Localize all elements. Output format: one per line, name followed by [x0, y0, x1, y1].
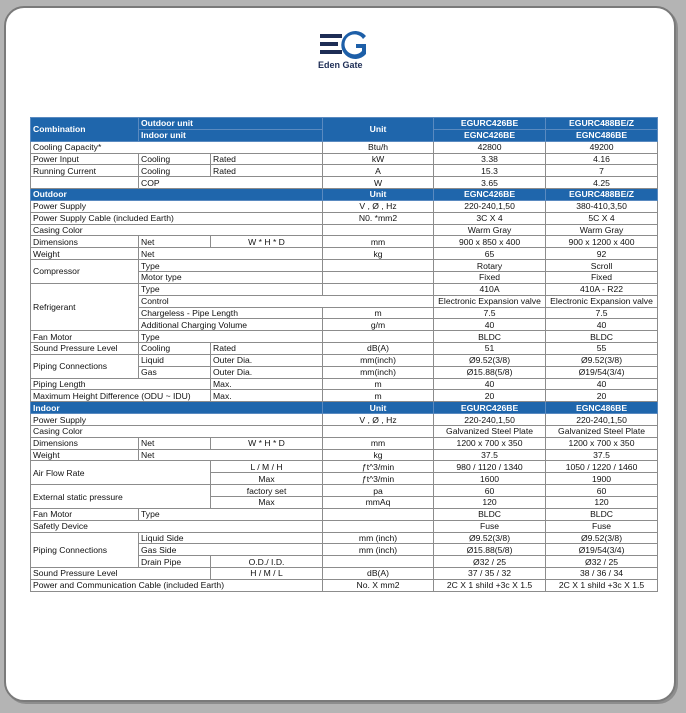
- cell-value: 980 / 1120 / 1340: [434, 461, 546, 473]
- outdoor-model-1: EGNC426BE: [434, 189, 546, 201]
- cell-value: BLDC: [546, 331, 658, 343]
- cell-sub: factory set: [211, 485, 323, 497]
- combination-label: Combination: [31, 118, 139, 142]
- dimensions-label: Dimensions: [31, 437, 139, 449]
- table-row: [31, 461, 658, 473]
- cell-unit: No. X mm2: [323, 579, 434, 591]
- cell-unit: dB(A): [323, 343, 434, 355]
- cell-empty: [323, 508, 434, 520]
- table-row: [31, 212, 658, 224]
- unit-header: Unit: [323, 189, 434, 201]
- cell-sub: Max: [211, 497, 323, 509]
- cell-unit: V , Ø , Hz: [323, 200, 434, 212]
- cell-value: Rotary: [434, 260, 546, 272]
- cell-sub: H / M / L: [211, 568, 323, 580]
- cell-sub: Gas Side: [139, 544, 323, 556]
- cell-unit: ƒt^3/min: [323, 461, 434, 473]
- cell-value: 60: [546, 485, 658, 497]
- cell-sub: Cooling: [139, 153, 211, 165]
- cell-sub: Cooling: [139, 343, 211, 355]
- cell-value: 37.5: [434, 449, 546, 461]
- cell-sub: Rated: [211, 165, 323, 177]
- table-row: [31, 449, 658, 461]
- dimensions-label: Dimensions: [31, 236, 139, 248]
- cell-value: BLDC: [434, 331, 546, 343]
- outdoor-model-2: EGURC488BE/Z: [546, 189, 658, 201]
- piping-connections-label: Piping Connections: [31, 532, 139, 568]
- cell-value: 1200 x 700 x 350: [546, 437, 658, 449]
- model-indoor-2: EGNC486BE: [546, 129, 658, 141]
- refrigerant-label: Refrigerant: [31, 283, 139, 330]
- cell-unit: V , Ø , Hz: [323, 414, 434, 426]
- cell-sub: W * H * D: [211, 437, 323, 449]
- table-row: [31, 414, 658, 426]
- cell-value: 2C X 1 shild +3c X 1.5: [546, 579, 658, 591]
- outdoor-title: Outdoor: [31, 189, 323, 201]
- table-row: [31, 200, 658, 212]
- cell-unit: pa: [323, 485, 434, 497]
- cell-value: 4.25: [546, 177, 658, 189]
- cell-sub: Type: [139, 260, 323, 272]
- table-row: [31, 520, 658, 532]
- cell-value: 1600: [434, 473, 546, 485]
- cell-unit: mm: [323, 437, 434, 449]
- cell-sub: Net: [139, 248, 323, 260]
- cell-value: 1050 / 1220 / 1460: [546, 461, 658, 473]
- cell-empty: [323, 271, 434, 283]
- table-row: [31, 236, 658, 248]
- table-row: [31, 354, 658, 366]
- cell-sub: Control: [139, 295, 434, 307]
- cell-sub: Net: [139, 437, 211, 449]
- cell-unit: m: [323, 390, 434, 402]
- cell-empty: [323, 224, 434, 236]
- cell-sub: Liquid: [139, 354, 211, 366]
- header-row-outdoor: [31, 118, 658, 130]
- table-row: [31, 425, 658, 437]
- cell-value: 38 / 36 / 34: [546, 568, 658, 580]
- cell-value: Electronic Expansion valve: [546, 295, 658, 307]
- unit-header: Unit: [323, 118, 434, 142]
- table-row: [31, 248, 658, 260]
- cell-value: 220-240,1,50: [434, 414, 546, 426]
- table-row: [31, 508, 658, 520]
- table-row: [31, 390, 658, 402]
- cell-unit: mm(inch): [323, 354, 434, 366]
- cell-value: 40: [434, 319, 546, 331]
- cell-value: 92: [546, 248, 658, 260]
- cell-value: Warm Gray: [434, 224, 546, 236]
- cell-sub: Rated: [211, 153, 323, 165]
- cell-value: Galvanized Steel Plate: [434, 425, 546, 437]
- cell-sub: Max: [211, 473, 323, 485]
- outdoor-section-header: [31, 189, 658, 201]
- weight-label: Weight: [31, 449, 139, 461]
- cell-sub: O.D./ I.D.: [211, 556, 323, 568]
- cell-empty: [323, 520, 434, 532]
- cell-value: Ø19/54(3/4): [546, 544, 658, 556]
- outdoor-unit-label: Outdoor unit: [139, 118, 323, 130]
- sound-pressure-label: Sound Pressure Level: [31, 568, 211, 580]
- cooling-capacity-label: Cooling Capacity*: [31, 141, 323, 153]
- fan-motor-label: Fan Motor: [31, 508, 139, 520]
- cell-value: 65: [434, 248, 546, 260]
- cell-sub: Type: [139, 283, 323, 295]
- cell-value: Scroll: [546, 260, 658, 272]
- cell-value: Fixed: [434, 271, 546, 283]
- cell-sub: Outer Dia.: [211, 354, 323, 366]
- cell-value: 120: [434, 497, 546, 509]
- power-communication-cable-label: Power and Communication Cable (included Earth): [31, 579, 323, 591]
- cell-unit: mm (inch): [323, 544, 434, 556]
- power-input-label: Power Input: [31, 153, 139, 165]
- cell-sub: Type: [139, 508, 323, 520]
- cell-unit: mmAq: [323, 497, 434, 509]
- cell-sub: Max.: [211, 378, 323, 390]
- safety-device-label: Safetly Device: [31, 520, 323, 532]
- cell-value: 380-410,3,50: [546, 200, 658, 212]
- cell-sub: Chargeless - Pipe Length: [139, 307, 323, 319]
- cell-value: 51: [434, 343, 546, 355]
- table-row: [31, 153, 658, 165]
- cell-value: BLDC: [546, 508, 658, 520]
- cell-value: 42800: [434, 141, 546, 153]
- cell-unit: mm (inch): [323, 532, 434, 544]
- cell-sub: Gas: [139, 366, 211, 378]
- eden-gate-logo: [318, 28, 374, 80]
- cell-sub: Max.: [211, 390, 323, 402]
- cell-value: 20: [434, 390, 546, 402]
- cell-unit: m: [323, 378, 434, 390]
- brand-name: Eden Gate: [318, 60, 363, 70]
- cell-unit: N0. *mm2: [323, 212, 434, 224]
- cell-value: Ø19/54(3/4): [546, 366, 658, 378]
- cell-value: Ø9.52(3/8): [434, 532, 546, 544]
- indoor-model-1: EGURC426BE: [434, 402, 546, 414]
- cell-value: 40: [546, 319, 658, 331]
- table-row: [31, 224, 658, 236]
- cell-empty: [323, 331, 434, 343]
- cell-value: 7: [546, 165, 658, 177]
- compressor-label: Compressor: [31, 260, 139, 284]
- indoor-model-2: EGNC486BE: [546, 402, 658, 414]
- table-row: [31, 177, 658, 189]
- cell-sub: W * H * D: [211, 236, 323, 248]
- cell-value: 40: [434, 378, 546, 390]
- cell-unit: A: [323, 165, 434, 177]
- cell-empty: [323, 556, 434, 568]
- table-row: [31, 579, 658, 591]
- table-row: [31, 532, 658, 544]
- table-row: [31, 283, 658, 295]
- spec-table: [30, 117, 658, 592]
- cell-value: 900 x 1200 x 400: [546, 236, 658, 248]
- cell-sub: Liquid Side: [139, 532, 323, 544]
- cell-value: 3C X 4: [434, 212, 546, 224]
- casing-color-label: Casing Color: [31, 224, 323, 236]
- cell-value: 20: [546, 390, 658, 402]
- table-row: [31, 141, 658, 153]
- cell-value: 15.3: [434, 165, 546, 177]
- cell-unit: mm: [323, 236, 434, 248]
- cell-sub: Net: [139, 236, 211, 248]
- power-supply-label: Power Supply: [31, 414, 323, 426]
- cooling-capacity-unit: Btu/h: [323, 141, 434, 153]
- cell-value: Warm Gray: [546, 224, 658, 236]
- fan-motor-label: Fan Motor: [31, 331, 139, 343]
- model-indoor-1: EGNC426BE: [434, 129, 546, 141]
- cell-value: Electronic Expansion valve: [434, 295, 546, 307]
- cell-sub: Rated: [211, 343, 323, 355]
- unit-header: Unit: [323, 402, 434, 414]
- sound-pressure-label: Sound Pressure Level: [31, 343, 139, 355]
- table-row: [31, 165, 658, 177]
- cell-value: 3.38: [434, 153, 546, 165]
- cell-sub: L / M / H: [211, 461, 323, 473]
- cell-unit: g/m: [323, 319, 434, 331]
- cell-value: Ø32 / 25: [434, 556, 546, 568]
- cell-unit: kW: [323, 153, 434, 165]
- power-cable-label: Power Supply Cable (included Earth): [31, 212, 323, 224]
- cell-value: Fuse: [546, 520, 658, 532]
- external-static-pressure-label: External static pressure: [31, 485, 211, 509]
- weight-label: Weight: [31, 248, 139, 260]
- cell-sub: Net: [139, 449, 323, 461]
- cell-value: 3.65: [434, 177, 546, 189]
- cell-value: 49200: [546, 141, 658, 153]
- cell-value: 220-240,1,50: [434, 200, 546, 212]
- cell-unit: kg: [323, 248, 434, 260]
- cell-unit: W: [323, 177, 434, 189]
- table-row: [31, 568, 658, 580]
- cell-value: 4.16: [546, 153, 658, 165]
- cell-unit: ƒt^3/min: [323, 473, 434, 485]
- cell-value: Fixed: [546, 271, 658, 283]
- indoor-section-header: [31, 402, 658, 414]
- cell-unit: dB(A): [323, 568, 434, 580]
- cell-value: BLDC: [434, 508, 546, 520]
- cell-value: 2C X 1 shild +3c X 1.5: [434, 579, 546, 591]
- cell-value: Ø15.88(5/8): [434, 366, 546, 378]
- cell-value: Ø9.52(3/8): [546, 532, 658, 544]
- cell-value: Fuse: [434, 520, 546, 532]
- cell-value: 410A: [434, 283, 546, 295]
- cell-value: 410A - R22: [546, 283, 658, 295]
- cell-unit: m: [323, 307, 434, 319]
- casing-color-label: Casing Color: [31, 425, 323, 437]
- cell-unit: mm(inch): [323, 366, 434, 378]
- cell-value: 60: [434, 485, 546, 497]
- indoor-title: Indoor: [31, 402, 323, 414]
- cell-sub: Cooling: [139, 165, 211, 177]
- cell-value: 1900: [546, 473, 658, 485]
- cell-sub: Additional Charging Volume: [139, 319, 323, 331]
- cell-value: 1200 x 700 x 350: [434, 437, 546, 449]
- cell-value: Ø9.52(3/8): [434, 354, 546, 366]
- table-row: [31, 343, 658, 355]
- table-row: [31, 331, 658, 343]
- piping-connections-label: Piping Connections: [31, 354, 139, 378]
- cop-label: COP: [139, 177, 323, 189]
- cell-value: 40: [546, 378, 658, 390]
- piping-length-label: Piping Length: [31, 378, 211, 390]
- cell-value: Ø32 / 25: [546, 556, 658, 568]
- cell-value: 55: [546, 343, 658, 355]
- cell-value: 7.5: [546, 307, 658, 319]
- max-height-label: Maximum Height Difference (ODU ~ IDU): [31, 390, 211, 402]
- air-flow-label: Air Flow Rate: [31, 461, 211, 485]
- table-row: [31, 260, 658, 272]
- cell-sub: Type: [139, 331, 323, 343]
- cell-value: 5C X 4: [546, 212, 658, 224]
- table-row: [31, 485, 658, 497]
- cell-sub: Drain Pipe: [139, 556, 211, 568]
- cell-value: 900 x 850 x 400: [434, 236, 546, 248]
- cell-value: 220-240,1,50: [546, 414, 658, 426]
- cell-value: 37 / 35 / 32: [434, 568, 546, 580]
- power-supply-label: Power Supply: [31, 200, 323, 212]
- table-row: [31, 437, 658, 449]
- cell-value: Galvanized Steel Plate: [546, 425, 658, 437]
- cell-sub: Motor type: [139, 271, 323, 283]
- cell-unit: kg: [323, 449, 434, 461]
- cell-value: Ø15.88(5/8): [434, 544, 546, 556]
- table-row: [31, 378, 658, 390]
- model-outdoor-2: EGURC488BE/Z: [546, 118, 658, 130]
- indoor-unit-label: Indoor unit: [139, 129, 323, 141]
- cell-value: 37.5: [546, 449, 658, 461]
- cell-sub: Outer Dia.: [211, 366, 323, 378]
- cell-empty: [31, 177, 139, 189]
- cell-value: Ø9.52(3/8): [546, 354, 658, 366]
- cell-value: 7.5: [434, 307, 546, 319]
- running-current-label: Running Current: [31, 165, 139, 177]
- cell-empty: [323, 425, 434, 437]
- model-outdoor-1: EGURC426BE: [434, 118, 546, 130]
- cell-empty: [323, 283, 434, 295]
- cell-value: 120: [546, 497, 658, 509]
- cell-empty: [323, 260, 434, 272]
